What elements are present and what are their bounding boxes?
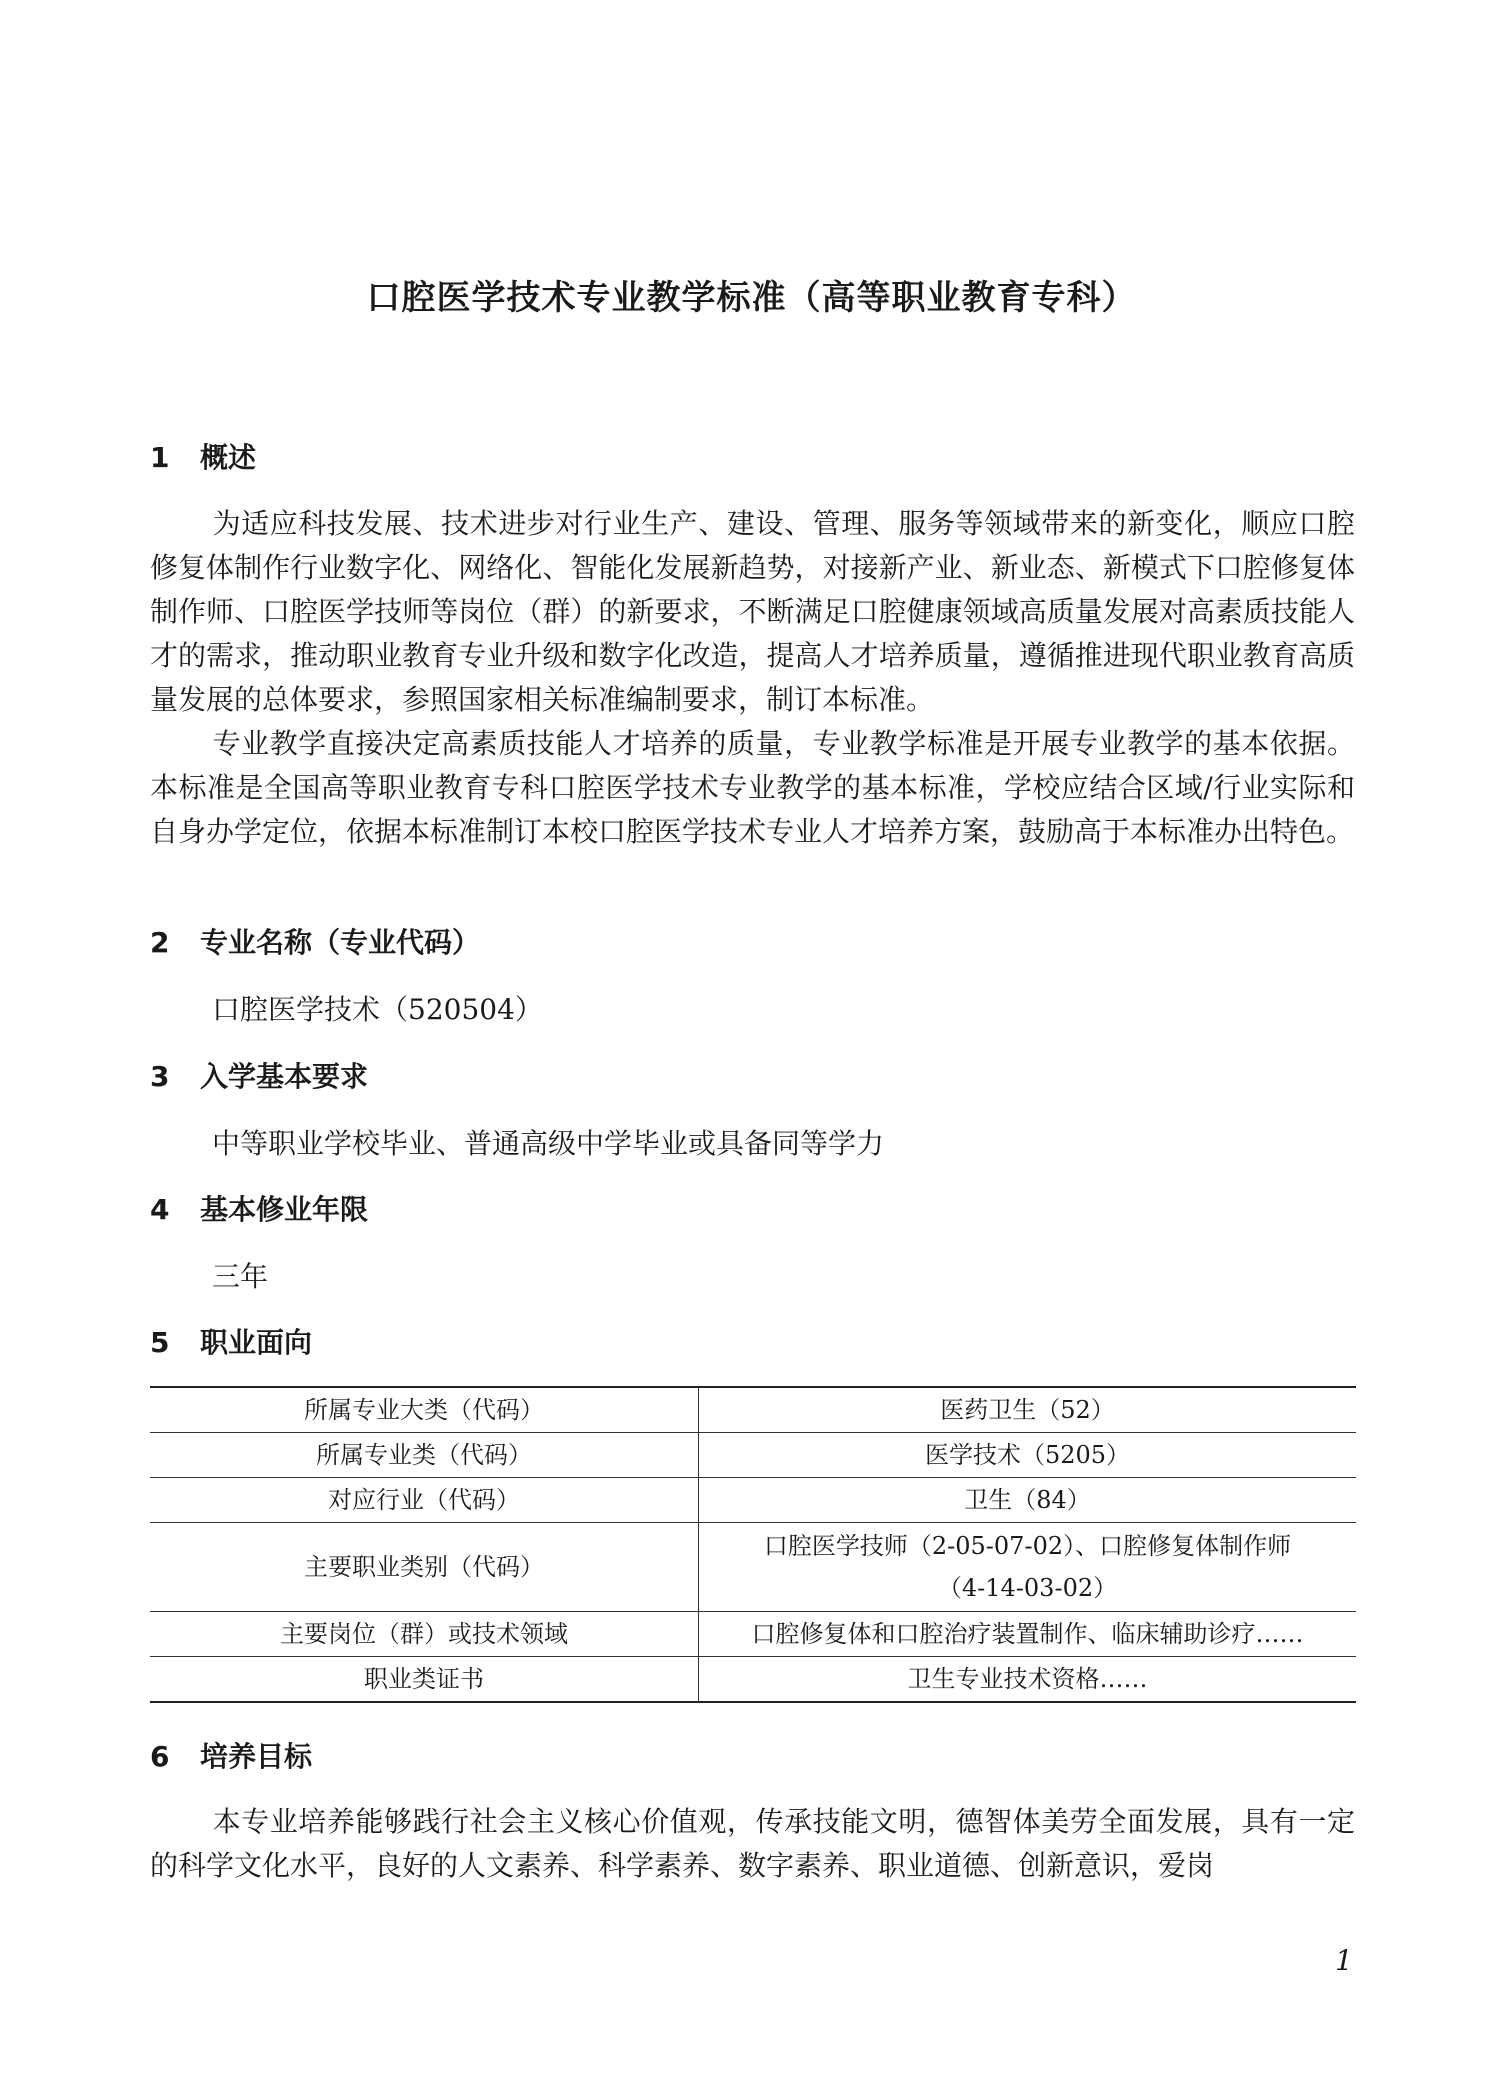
section-title: 培养目标 xyxy=(200,1740,313,1773)
section-number: 3 xyxy=(150,1060,170,1093)
document-title: 口腔医学技术专业教学标准（高等职业教育专科） xyxy=(366,278,1137,318)
section-number: 5 xyxy=(150,1326,170,1359)
section-title: 入学基本要求 xyxy=(200,1060,369,1093)
table-value-cell: 卫生专业技术资格…… xyxy=(699,1657,1357,1703)
major-name: 口腔医学技术（520504） xyxy=(212,993,543,1026)
table-row xyxy=(150,1478,1356,1523)
overview-text-1: 为适应科技发展、技术进步对行业生产、建设、管理、服务等领域带来的新变化，顺应口腔修复体制作行业数字化、网络化、智能化发展新趋势，对接新产业、新业态、新模式下口腔修复体制作师、口腔医学技师等岗位（群）的新要求，不断满足口腔健康领域高质量发展对高素质技能人才的需求，推动职业教育专业升级和数字化改造，提高人才培养质量，遵循推进现代职业教育高质量发展的总体要求，参照国家相关标准编制要求，制订本标准。 xyxy=(150,507,1355,716)
value-line: 口腔医学技师（2-05-07-02）、口腔修复体制作师 xyxy=(763,1532,1292,1560)
table-key-cell: 主要岗位（群）或技术领域 xyxy=(150,1612,699,1657)
section-heading-1 xyxy=(150,438,256,478)
table-key-cell: 所属专业大类（代码） xyxy=(150,1387,699,1433)
table-row xyxy=(150,1657,1356,1703)
table-row xyxy=(150,1523,1356,1612)
table-key-cell: 职业类证书 xyxy=(150,1657,699,1703)
section-heading-3 xyxy=(150,1057,368,1097)
training-goal-paragraph xyxy=(150,1800,1355,1888)
overview-paragraph-1 xyxy=(150,502,1355,722)
table-value-cell: 口腔修复体和口腔治疗装置制作、临床辅助诊疗…… xyxy=(699,1612,1357,1657)
career-orientation-table xyxy=(150,1386,1356,1703)
table-row xyxy=(150,1433,1356,1478)
table-key-cell: 所属专业类（代码） xyxy=(150,1433,699,1478)
section-heading-5 xyxy=(150,1323,312,1363)
overview-paragraph-2 xyxy=(150,722,1355,854)
table-key-cell: 主要职业类别（代码） xyxy=(150,1523,699,1612)
section-title: 概述 xyxy=(200,441,257,474)
section-title: 职业面向 xyxy=(200,1326,313,1359)
value-line: （4-14-03-02） xyxy=(937,1574,1118,1602)
section-number: 4 xyxy=(150,1193,170,1226)
overview-text-2: 专业教学直接决定高素质技能人才培养的质量，专业教学标准是开展专业教学的基本依据。本标准是全国高等职业教育专科口腔医学技术专业教学的基本标准，学校应结合区域/行业实际和自身办学定位，依据本标准制订本校口腔医学技术专业人才培养方案，鼓励高于本标准办出特色。 xyxy=(150,727,1355,848)
section-number: 6 xyxy=(150,1740,170,1773)
admission-requirement: 中等职业学校毕业、普通高级中学毕业或具备同等学力 xyxy=(212,1127,885,1160)
section-heading-6 xyxy=(150,1737,312,1777)
section-number: 2 xyxy=(150,926,170,959)
table-value-cell xyxy=(699,1523,1357,1612)
training-goal-text: 本专业培养能够践行社会主义核心价值观，传承技能文明，德智体美劳全面发展，具有一定的科学文化水平，良好的人文素养、科学素养、数字素养、职业道德、创新意识，爱岗 xyxy=(150,1805,1355,1882)
table-key-cell: 对应行业（代码） xyxy=(150,1478,699,1523)
table-row xyxy=(150,1612,1356,1657)
page-number: 1 xyxy=(1335,1944,1353,1977)
table-row xyxy=(150,1387,1356,1433)
table-value-cell: 医学技术（5205） xyxy=(699,1433,1357,1478)
section-title: 专业名称（专业代码） xyxy=(200,926,481,959)
table-value-cell: 医药卫生（52） xyxy=(699,1387,1357,1433)
section-title: 基本修业年限 xyxy=(200,1193,369,1226)
table-value-cell: 卫生（84） xyxy=(699,1478,1357,1523)
section-heading-4 xyxy=(150,1190,368,1230)
study-duration: 三年 xyxy=(212,1260,269,1293)
section-heading-2 xyxy=(150,923,480,963)
section-number: 1 xyxy=(150,441,170,474)
